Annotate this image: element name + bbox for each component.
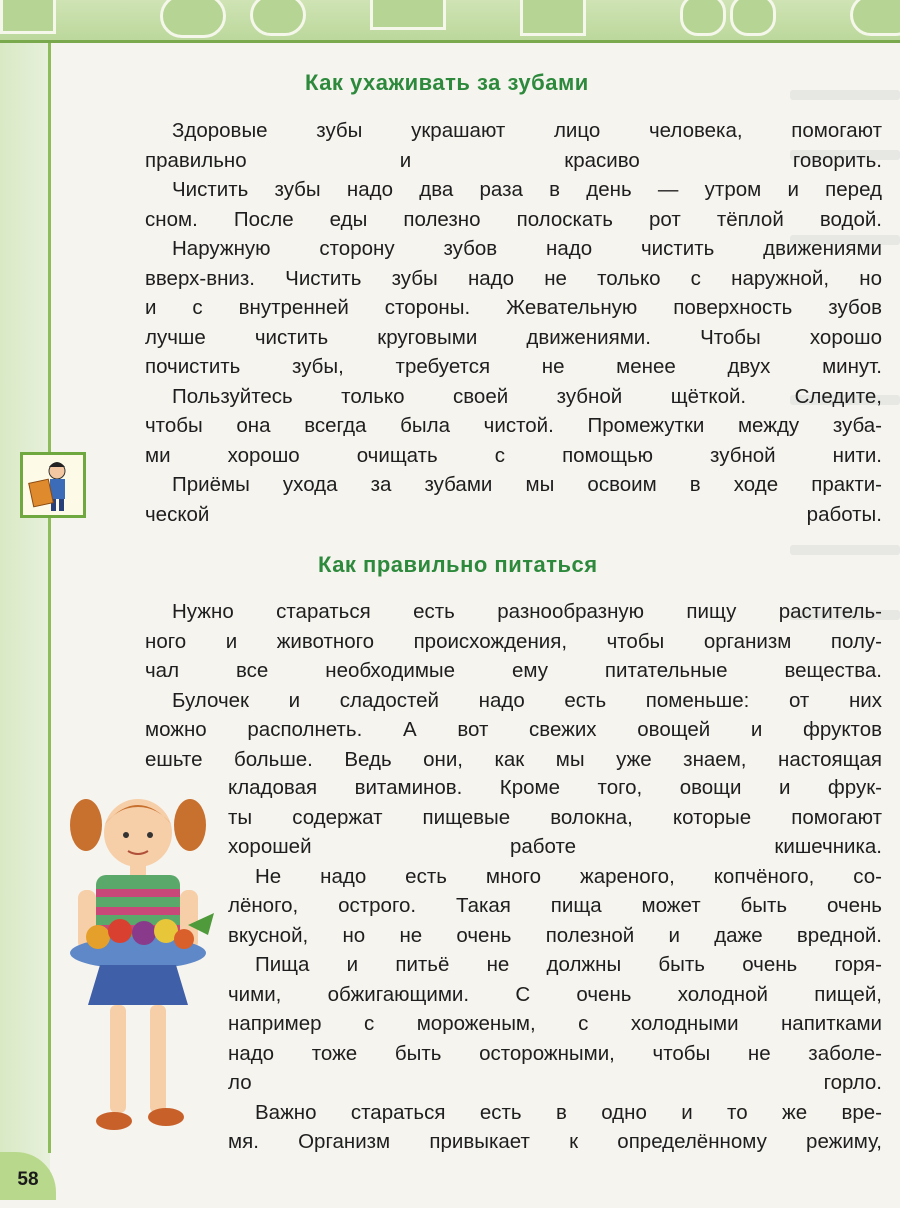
text-line: лучше чистить круговыми движениями. Чтобы хорошо	[145, 325, 882, 349]
bleed-through	[790, 90, 900, 100]
text-line: чал все необходимые ему питательные вещества.	[145, 659, 882, 682]
page-number: 58	[0, 1152, 56, 1200]
text-line: надо тоже быть осторожными, чтобы не заболе-	[228, 1041, 882, 1065]
paragraph	[145, 597, 882, 686]
bleed-through	[790, 545, 900, 555]
section-nutrition-body-top	[145, 597, 882, 774]
text-line: Здоровые зубы украшают лицо человека, помогают	[172, 119, 882, 142]
text-line: мя. Организм привыкает к определённому режиму,	[228, 1130, 882, 1153]
text-line: Не надо есть много жареного, копчёного, со-	[255, 864, 882, 888]
section-nutrition-body-wrap	[228, 773, 882, 1157]
text-line: почистить зубы, требуется не менее двух минут.	[145, 355, 882, 378]
text-line: можно располнеть. А вот свежих овощей и фруктов	[145, 718, 882, 741]
doll-icon	[680, 0, 726, 36]
margin-line	[48, 43, 51, 1153]
paragraph	[145, 686, 882, 775]
text-line: ного и животного происхождения, чтобы организм полу-	[145, 629, 882, 653]
text-line: ло горло.	[228, 1071, 882, 1094]
text-line: Пища и питьё не должны быть очень горя-	[255, 953, 882, 976]
girl-with-fruit-bowl-illustration	[58, 785, 218, 1145]
text-line: и с внутренней стороны. Жевательную поверхность зубов	[145, 296, 882, 319]
text-line: вкусной, но не очень полезной и даже вредной.	[228, 923, 882, 947]
doll-icon	[730, 0, 776, 36]
text-line: правильно и красиво говорить.	[145, 148, 882, 172]
text-line: Булочек и сладостей надо есть поменьше: от них	[172, 688, 882, 712]
flower-icon	[850, 0, 900, 36]
text-line: вверх-вниз. Чистить зубы надо не только с наружной, но	[145, 266, 882, 290]
text-line: Нужно стараться есть разнообразную пищу раститель-	[172, 600, 882, 623]
text-line: сном. После еды полезно полоскать рот тёплой водой.	[145, 207, 882, 231]
text-line: ешьте больше. Ведь они, как мы уже знаем, настоящая	[145, 747, 882, 771]
left-margin-strip	[0, 43, 50, 1200]
paragraph	[228, 862, 882, 951]
student-with-book-icon	[20, 452, 86, 518]
section-title-nutrition: Как правильно питаться	[318, 552, 598, 577]
text-line: Приёмы ухода за зубами мы освоим в ходе практи-	[172, 473, 882, 496]
fruit-icon	[160, 0, 226, 38]
section-title-teeth-care: Как ухаживать за зубами	[305, 70, 589, 95]
paragraph	[145, 382, 882, 471]
paragraph	[228, 1098, 882, 1157]
text-line: ты содержат пищевые волокна, которые помогают	[228, 805, 882, 829]
paragraph	[228, 950, 882, 1098]
bow-icon	[250, 0, 306, 36]
text-line: например с мороженым, с холодными напитками	[228, 1012, 882, 1035]
text-line: чтобы она всегда была чистой. Промежутки между зуба-	[145, 414, 882, 437]
paragraph	[145, 234, 882, 382]
paragraph	[145, 175, 882, 234]
text-line: Важно стараться есть в одно и то же вре-	[255, 1100, 882, 1124]
text-line: Чистить зубы надо два раза в день — утром и перед	[172, 178, 882, 201]
text-line: кладовая витаминов. Кроме того, овощи и фрук-	[228, 776, 882, 799]
paragraph	[145, 470, 882, 529]
text-line: хорошей работе кишечника.	[228, 835, 882, 858]
text-line: лёного, острого. Такая пища может быть очень	[228, 894, 882, 917]
paragraph	[145, 116, 882, 175]
text-line: Наружную сторону зубов надо чистить движениями	[172, 237, 882, 260]
house-icon	[0, 0, 56, 34]
section-teeth-body	[145, 116, 882, 529]
text-line: Пользуйтесь только своей зубной щёткой. Следите,	[172, 384, 882, 408]
building-icon	[370, 0, 446, 30]
text-line: ческой работы.	[145, 502, 882, 526]
paragraph-continuation	[228, 773, 882, 862]
building-icon	[520, 0, 586, 36]
text-line: ми хорошо очищать с помощью зубной нити.	[145, 443, 882, 467]
top-decorative-banner	[0, 0, 900, 43]
text-line: чими, обжигающими. С очень холодной пищей,	[228, 982, 882, 1006]
